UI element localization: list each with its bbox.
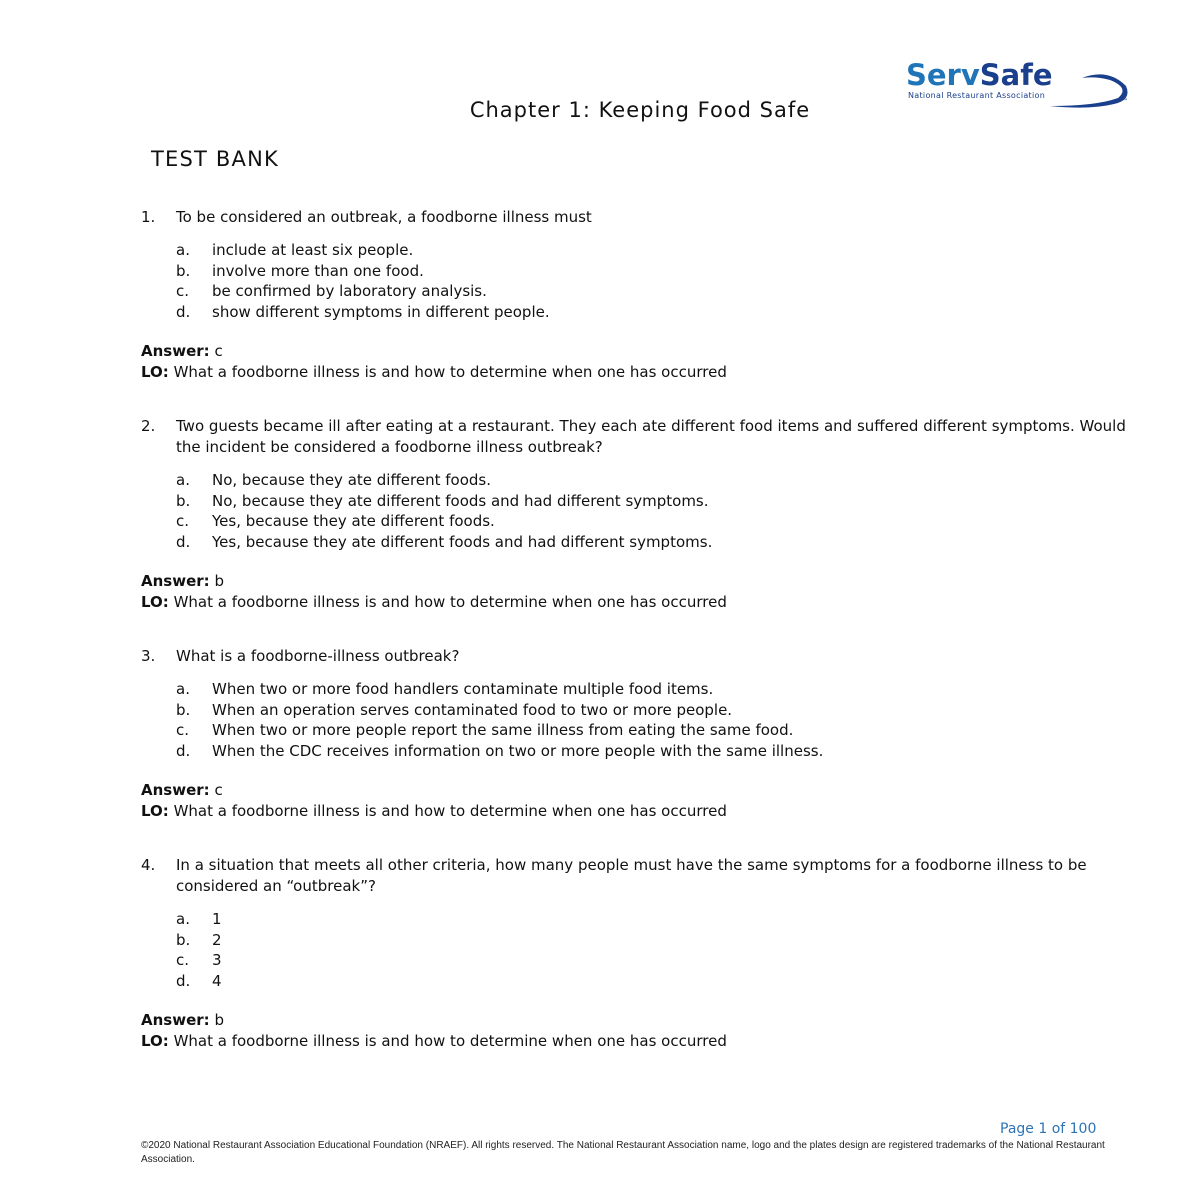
answer-line: Answer: b xyxy=(141,1011,224,1029)
question-stem xyxy=(141,207,1131,228)
choice-item: c. Yes, because they ate different foods. xyxy=(176,512,495,530)
answer-line: Answer: c xyxy=(141,342,223,360)
question-number: 1. xyxy=(141,208,156,226)
answer-block xyxy=(141,780,1131,821)
choice-item: c. When two or more people report the same illness from eating the same food. xyxy=(176,721,794,739)
choice-item: a. 1 xyxy=(176,910,222,928)
answer-block xyxy=(141,341,1131,382)
choice-item: d. Yes, because they ate different foods and had different symptoms. xyxy=(176,532,713,551)
question-text: Two guests became ill after eating at a restaurant. They each ate different food items and suffered different symptoms. Would the incident be considered a foodborne illness outbreak? xyxy=(176,417,1126,456)
choice-item: c. be confirmed by laboratory analysis. xyxy=(176,282,487,300)
choice-item: b. When an operation serves contaminated food to two or more people. xyxy=(176,700,733,719)
choice-item: a. When two or more food handlers contaminate multiple food items. xyxy=(176,680,714,698)
question-text: What is a foodborne-illness outbreak? xyxy=(176,647,460,665)
choice-item: c. 3 xyxy=(176,951,222,969)
question-number: 3. xyxy=(141,647,156,665)
choice-item: b. No, because they ate different foods and had different symptoms. xyxy=(176,491,709,510)
choice-list xyxy=(176,240,1131,322)
logo-trademark: ™ xyxy=(1122,98,1128,105)
lo-line: LO: What a foodborne illness is and how to determine when one has occurred xyxy=(141,801,727,820)
lo-line: LO: What a foodborne illness is and how to determine when one has occurred xyxy=(141,1031,727,1050)
lo-line: LO: What a foodborne illness is and how to determine when one has occurred xyxy=(141,362,727,381)
lo-line: LO: What a foodborne illness is and how to determine when one has occurred xyxy=(141,592,727,611)
question-text: To be considered an outbreak, a foodborne illness must xyxy=(176,208,592,226)
question-list xyxy=(141,207,1131,1085)
question-number: 2. xyxy=(141,417,156,435)
question-block xyxy=(141,207,1131,382)
question-block xyxy=(141,855,1131,1051)
choice-item: d. 4 xyxy=(176,971,222,990)
question-stem xyxy=(141,416,1131,458)
choice-list xyxy=(176,470,1131,552)
logo-wordmark: ServSafe xyxy=(906,58,1053,92)
choice-item: b. involve more than one food. xyxy=(176,261,424,280)
answer-block xyxy=(141,571,1131,612)
choice-list xyxy=(176,909,1131,991)
answer-block xyxy=(141,1010,1131,1051)
page-title: Chapter 1: Keeping Food Safe xyxy=(469,98,811,122)
answer-line: Answer: c xyxy=(141,781,223,799)
page-number: Page 1 of 100 xyxy=(1000,1121,1097,1137)
choice-item: d. When the CDC receives information on two or more people with the same illness. xyxy=(176,741,824,760)
answer-line: Answer: b xyxy=(141,572,224,590)
question-number: 4. xyxy=(141,856,156,874)
logo-tagline: National Restaurant Association xyxy=(908,91,1046,100)
question-text: In a situation that meets all other criteria, how many people must have the same symptoms for a foodborne illness to be considered an “outbreak”? xyxy=(176,856,1087,895)
question-stem xyxy=(141,855,1131,897)
page-subtitle: TEST BANK xyxy=(151,147,279,171)
choice-item: a. No, because they ate different foods. xyxy=(176,471,491,489)
choice-item: d. show different symptoms in different people. xyxy=(176,302,550,321)
choice-item: a. include at least six people. xyxy=(176,241,414,259)
copyright-notice: ©2020 National Restaurant Association Educational Foundation (NRAEF). All rights reserved. The National Restaurant Association name, logo and the plates design are registered trademarks of the National Restaurant Association. xyxy=(141,1140,1105,1165)
choice-item: b. 2 xyxy=(176,930,222,949)
question-block xyxy=(141,646,1131,821)
question-block xyxy=(141,416,1131,612)
choice-list xyxy=(176,679,1131,761)
question-stem xyxy=(141,646,1131,667)
